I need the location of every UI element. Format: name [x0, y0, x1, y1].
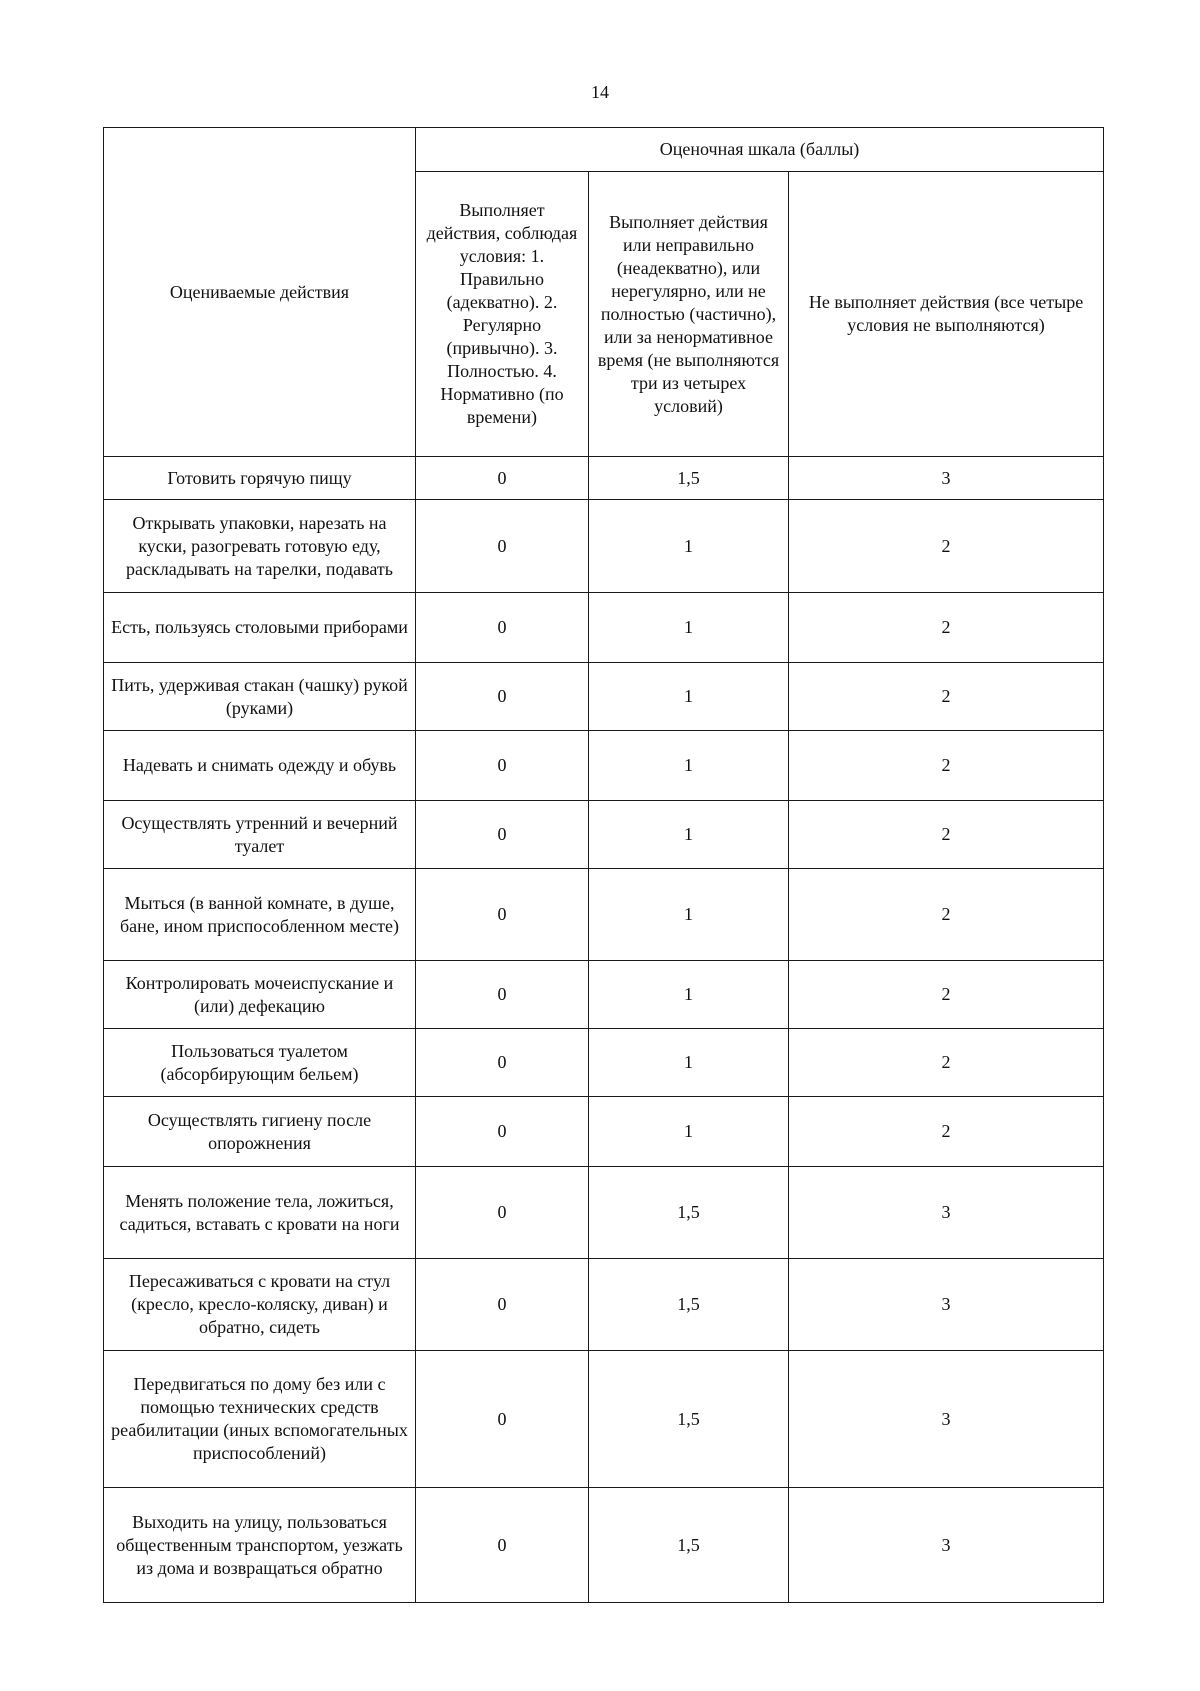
score-full-cell: 0: [416, 663, 589, 731]
score-partial-cell: 1: [589, 731, 789, 801]
action-cell: Пересаживаться с кровати на стул (кресло, кресло-коляску, диван) и обратно, сидеть: [104, 1259, 416, 1351]
score-partial-cell: 1: [589, 869, 789, 961]
table-row: [104, 1259, 1104, 1351]
header-col-full-compliance: Выполняет действия, соблюдая условия: 1. Правильно (адекватно). 2. Регулярно (привычно). 3. Полностью. 4. Нормативно (по времени): [416, 172, 589, 457]
score-none-cell: 2: [789, 731, 1104, 801]
header-assessment-scale: Оценочная шкала (баллы): [416, 128, 1104, 172]
action-cell: Осуществлять гигиену после опорожнения: [104, 1097, 416, 1167]
header-assessed-actions: Оцениваемые действия: [104, 128, 416, 457]
score-none-cell: 3: [789, 457, 1104, 500]
header-col-partial-compliance: Выполняет действия или неправильно (неадекватно), или нерегулярно, или не полностью (частично), или за ненормативное время (не выполняются три из четырех условий): [589, 172, 789, 457]
action-cell: Пить, удерживая стакан (чашку) рукой (руками): [104, 663, 416, 731]
score-none-cell: 3: [789, 1259, 1104, 1351]
action-cell: Надевать и снимать одежду и обувь: [104, 731, 416, 801]
score-none-cell: 2: [789, 663, 1104, 731]
table-row: [104, 801, 1104, 869]
score-partial-cell: 1: [589, 500, 789, 593]
score-partial-cell: 1: [589, 1097, 789, 1167]
score-partial-cell: 1,5: [589, 1488, 789, 1603]
score-none-cell: 3: [789, 1488, 1104, 1603]
action-cell: Передвигаться по дому без или с помощью технических средств реабилитации (иных вспомогательных приспособлений): [104, 1351, 416, 1488]
score-full-cell: 0: [416, 1029, 589, 1097]
table-row: [104, 663, 1104, 731]
score-none-cell: 2: [789, 593, 1104, 663]
table-row: [104, 961, 1104, 1029]
action-cell: Есть, пользуясь столовыми приборами: [104, 593, 416, 663]
action-cell: Пользоваться туалетом (абсорбирующим бельем): [104, 1029, 416, 1097]
table-header: [104, 128, 1104, 457]
score-none-cell: 2: [789, 869, 1104, 961]
score-partial-cell: 1: [589, 801, 789, 869]
action-cell: Контролировать мочеиспускание и (или) дефекацию: [104, 961, 416, 1029]
score-partial-cell: 1,5: [589, 457, 789, 500]
score-partial-cell: 1: [589, 663, 789, 731]
score-full-cell: 0: [416, 1259, 589, 1351]
action-cell: Мыться (в ванной комнате, в душе, бане, ином приспособленном месте): [104, 869, 416, 961]
score-full-cell: 0: [416, 457, 589, 500]
score-partial-cell: 1: [589, 593, 789, 663]
action-cell: Менять положение тела, ложиться, садиться, вставать с кровати на ноги: [104, 1167, 416, 1259]
action-cell: Осуществлять утренний и вечерний туалет: [104, 801, 416, 869]
score-partial-cell: 1,5: [589, 1351, 789, 1488]
table-row: [104, 1488, 1104, 1603]
score-full-cell: 0: [416, 1351, 589, 1488]
score-full-cell: 0: [416, 1097, 589, 1167]
score-partial-cell: 1: [589, 1029, 789, 1097]
page-number: 14: [591, 82, 609, 102]
score-full-cell: 0: [416, 1167, 589, 1259]
table-row: [104, 1097, 1104, 1167]
action-cell: Готовить горячую пищу: [104, 457, 416, 500]
assessment-scale-table: [103, 127, 1104, 1603]
score-none-cell: 2: [789, 500, 1104, 593]
table-row: [104, 1029, 1104, 1097]
action-cell: Выходить на улицу, пользоваться общественным транспортом, уезжать из дома и возвращаться обратно: [104, 1488, 416, 1603]
table-row: [104, 457, 1104, 500]
score-none-cell: 3: [789, 1351, 1104, 1488]
score-none-cell: 2: [789, 961, 1104, 1029]
score-none-cell: 3: [789, 1167, 1104, 1259]
score-none-cell: 2: [789, 801, 1104, 869]
header-col-no-compliance: Не выполняет действия (все четыре условия не выполняются): [789, 172, 1104, 457]
score-full-cell: 0: [416, 961, 589, 1029]
score-full-cell: 0: [416, 593, 589, 663]
table-row: [104, 869, 1104, 961]
table-row: [104, 1167, 1104, 1259]
score-full-cell: 0: [416, 731, 589, 801]
score-none-cell: 2: [789, 1097, 1104, 1167]
action-cell: Открывать упаковки, нарезать на куски, разогревать готовую еду, раскладывать на тарелки, подавать: [104, 500, 416, 593]
score-full-cell: 0: [416, 1488, 589, 1603]
table-row: [104, 731, 1104, 801]
table-body: [104, 457, 1104, 1603]
score-partial-cell: 1,5: [589, 1167, 789, 1259]
score-none-cell: 2: [789, 1029, 1104, 1097]
score-partial-cell: 1,5: [589, 1259, 789, 1351]
table-row: [104, 1351, 1104, 1488]
score-partial-cell: 1: [589, 961, 789, 1029]
table-row: [104, 500, 1104, 593]
score-full-cell: 0: [416, 869, 589, 961]
table-row: [104, 593, 1104, 663]
score-full-cell: 0: [416, 801, 589, 869]
score-full-cell: 0: [416, 500, 589, 593]
